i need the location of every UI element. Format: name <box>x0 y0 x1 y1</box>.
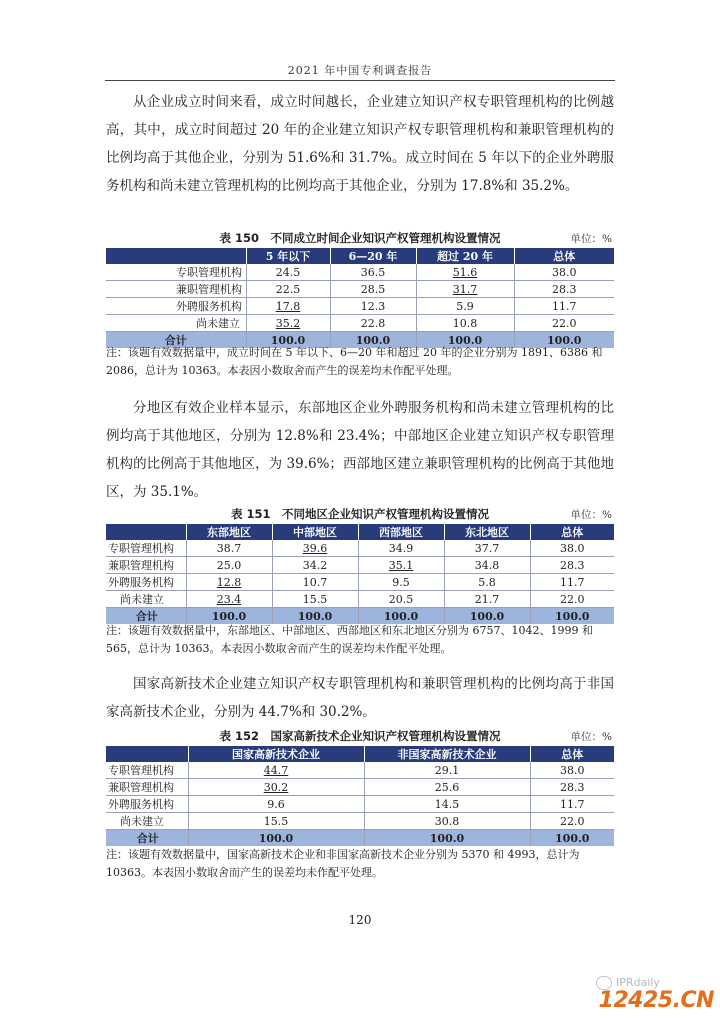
row-label: 合计 <box>106 332 246 349</box>
wechat-watermark-label: IPRdaily <box>616 976 660 989</box>
table-row <box>106 540 614 557</box>
column-header: 总体 <box>530 746 614 762</box>
column-header: 东北地区 <box>444 524 530 540</box>
table-cell: 20.5 <box>358 591 444 608</box>
table-cell: 38.7 <box>186 540 272 557</box>
row-label: 专职管理机构 <box>106 264 246 281</box>
column-header: 总体 <box>530 524 614 540</box>
table-150-unit: 单位：% <box>570 233 612 245</box>
table-cell: 17.8 <box>246 298 330 315</box>
table-cell: 24.5 <box>246 264 330 281</box>
table-cell: 100.0 <box>358 608 444 625</box>
table-150 <box>106 248 614 348</box>
table-row <box>106 264 614 281</box>
table-cell: 22.0 <box>530 813 614 830</box>
table-cell: 28.5 <box>330 281 416 298</box>
table-cell: 34.9 <box>358 540 444 557</box>
table-cell: 100.0 <box>530 830 614 847</box>
paragraph-hightech: 国家高新技术企业建立知识产权专职管理机构和兼职管理机构的比例均高于非国家高新技术企业，分别为 44.7%和 30.2%。 <box>106 676 614 720</box>
header-blank <box>106 248 246 264</box>
table-row <box>106 298 614 315</box>
table-row <box>106 281 614 298</box>
table-cell: 21.7 <box>444 591 530 608</box>
table-cell: 35.2 <box>246 315 330 332</box>
table-cell: 35.1 <box>358 557 444 574</box>
table-cell: 22.5 <box>246 281 330 298</box>
page-number: 120 <box>348 913 372 927</box>
table-cell: 38.0 <box>514 264 614 281</box>
column-header: 总体 <box>514 248 614 264</box>
table-cell: 9.6 <box>188 796 364 813</box>
row-label: 尚未建立 <box>106 315 246 332</box>
paragraph-founding-time: 从企业成立时间来看，成立时间越长，企业建立知识产权专职管理机构的比例越高，其中，成立时间超过 20 年的企业建立知识产权专职管理机构和兼职管理机构的比例均高于其他企业，分别为 51.6%和 31.7%。成立时间在 5 年以下的企业外聘服务机构和尚未建立管理机构的比例均高于其他企业，分别为 17.8%和 35.2%。 <box>106 94 614 194</box>
table-152-caption <box>106 728 614 744</box>
table-header-row <box>106 746 614 762</box>
column-header: 东部地区 <box>186 524 272 540</box>
table-152 <box>106 746 614 846</box>
total-row <box>106 830 614 847</box>
table-150-note: 注：该题有效数据量中，成立时间在 5 年以下、6—20 年和超过 20 年的企业分别为 1891、6386 和 2086，总计为 10363。本表因小数取舍而产生的误差均未作配平处理。 <box>106 346 603 377</box>
table-row <box>106 762 614 779</box>
table-cell: 23.4 <box>186 591 272 608</box>
column-header: 非国家高新技术企业 <box>364 746 530 762</box>
table-cell: 100.0 <box>188 830 364 847</box>
table-150-caption <box>106 230 614 246</box>
table-cell: 22.0 <box>514 315 614 332</box>
row-label: 合计 <box>106 608 186 625</box>
row-label: 外聘服务机构 <box>106 574 186 591</box>
table-cell: 30.2 <box>188 779 364 796</box>
table-cell: 28.3 <box>530 779 614 796</box>
table-cell: 100.0 <box>530 608 614 625</box>
table-cell: 100.0 <box>330 332 416 349</box>
table-cell: 100.0 <box>272 608 358 625</box>
table-cell: 15.5 <box>188 813 364 830</box>
table-cell: 100.0 <box>416 332 514 349</box>
row-label: 专职管理机构 <box>106 762 188 779</box>
table-cell: 28.3 <box>514 281 614 298</box>
table-152-note: 注：该题有效数据量中，国家高新技术企业和非国家高新技术企业分别为 5370 和 4993，总计为 10363。本表因小数取舍而产生的误差均未作配平处理。 <box>106 848 580 879</box>
column-header: 西部地区 <box>358 524 444 540</box>
table-cell: 51.6 <box>416 264 514 281</box>
table-row <box>106 779 614 796</box>
running-header-title: 2021 年中国专利调查报告 <box>287 64 433 77</box>
table-151-caption <box>106 506 614 522</box>
table-cell: 31.7 <box>416 281 514 298</box>
table-cell: 100.0 <box>364 830 530 847</box>
table-cell: 5.8 <box>444 574 530 591</box>
table-cell: 22.8 <box>330 315 416 332</box>
row-label: 合计 <box>106 830 188 847</box>
table-row <box>106 796 614 813</box>
table-152-unit: 单位：% <box>570 731 612 743</box>
table-cell: 11.7 <box>530 796 614 813</box>
row-label: 外聘服务机构 <box>106 796 188 813</box>
table-cell: 12.3 <box>330 298 416 315</box>
table-cell: 10.7 <box>272 574 358 591</box>
table-row <box>106 574 614 591</box>
table-cell: 22.0 <box>530 591 614 608</box>
column-header: 国家高新技术企业 <box>188 746 364 762</box>
row-label: 兼职管理机构 <box>106 557 186 574</box>
table-cell: 34.2 <box>272 557 358 574</box>
table-row <box>106 813 614 830</box>
table-cell: 15.5 <box>272 591 358 608</box>
row-label: 外聘服务机构 <box>106 298 246 315</box>
table-cell: 38.0 <box>530 762 614 779</box>
table-cell: 25.6 <box>364 779 530 796</box>
table-cell: 100.0 <box>444 608 530 625</box>
table-152-title: 表 152 国家高新技术企业知识产权管理机构设置情况 <box>219 729 501 743</box>
table-cell: 100.0 <box>514 332 614 349</box>
paragraph-region: 分地区有效企业样本显示，东部地区企业外聘服务机构和尚未建立管理机构的比例均高于其他地区，分别为 12.8%和 23.4%；中部地区企业建立知识产权专职管理机构的比例高于其他地区，为 39.6%；西部地区建立兼职管理机构的比例高于其他地区，为 35.1%。 <box>106 400 614 500</box>
row-label: 专职管理机构 <box>106 540 186 557</box>
table-cell: 14.5 <box>364 796 530 813</box>
table-cell: 25.0 <box>186 557 272 574</box>
column-header: 中部地区 <box>272 524 358 540</box>
table-cell: 11.7 <box>514 298 614 315</box>
table-cell: 38.0 <box>530 540 614 557</box>
table-151-unit: 单位：% <box>570 509 612 521</box>
row-label: 兼职管理机构 <box>106 779 188 796</box>
table-header-row <box>106 248 614 264</box>
header-blank <box>106 746 188 762</box>
table-cell: 34.8 <box>444 557 530 574</box>
row-label: 兼职管理机构 <box>106 281 246 298</box>
table-cell: 28.3 <box>530 557 614 574</box>
table-cell: 10.8 <box>416 315 514 332</box>
table-cell: 11.7 <box>530 574 614 591</box>
table-cell: 12.8 <box>186 574 272 591</box>
table-cell: 100.0 <box>246 332 330 349</box>
header-blank <box>106 524 186 540</box>
table-cell: 9.5 <box>358 574 444 591</box>
table-cell: 44.7 <box>188 762 364 779</box>
table-151 <box>106 524 614 624</box>
table-row <box>106 315 614 332</box>
table-cell: 100.0 <box>186 608 272 625</box>
row-label: 尚未建立 <box>106 591 186 608</box>
table-row <box>106 591 614 608</box>
column-header: 6—20 年 <box>330 248 416 264</box>
table-header-row <box>106 524 614 540</box>
header-rule <box>105 80 615 81</box>
site-watermark-logo: 12425.CN <box>598 988 714 1013</box>
table-cell: 39.6 <box>272 540 358 557</box>
column-header: 超过 20 年 <box>416 248 514 264</box>
table-151-title: 表 151 不同地区企业知识产权管理机构设置情况 <box>230 507 489 521</box>
table-cell: 37.7 <box>444 540 530 557</box>
table-cell: 29.1 <box>364 762 530 779</box>
table-cell: 30.8 <box>364 813 530 830</box>
table-151-note: 注：该题有效数据量中，东部地区、中部地区、西部地区和东北地区分别为 6757、1042、1999 和 565，总计为 10363。本表因小数取舍而产生的误差均未作配平处理。 <box>106 624 593 655</box>
table-150-title: 表 150 不同成立时间企业知识产权管理机构设置情况 <box>219 231 501 245</box>
table-row <box>106 557 614 574</box>
table-cell: 36.5 <box>330 264 416 281</box>
row-label: 尚未建立 <box>106 813 188 830</box>
table-cell: 5.9 <box>416 298 514 315</box>
column-header: 5 年以下 <box>246 248 330 264</box>
